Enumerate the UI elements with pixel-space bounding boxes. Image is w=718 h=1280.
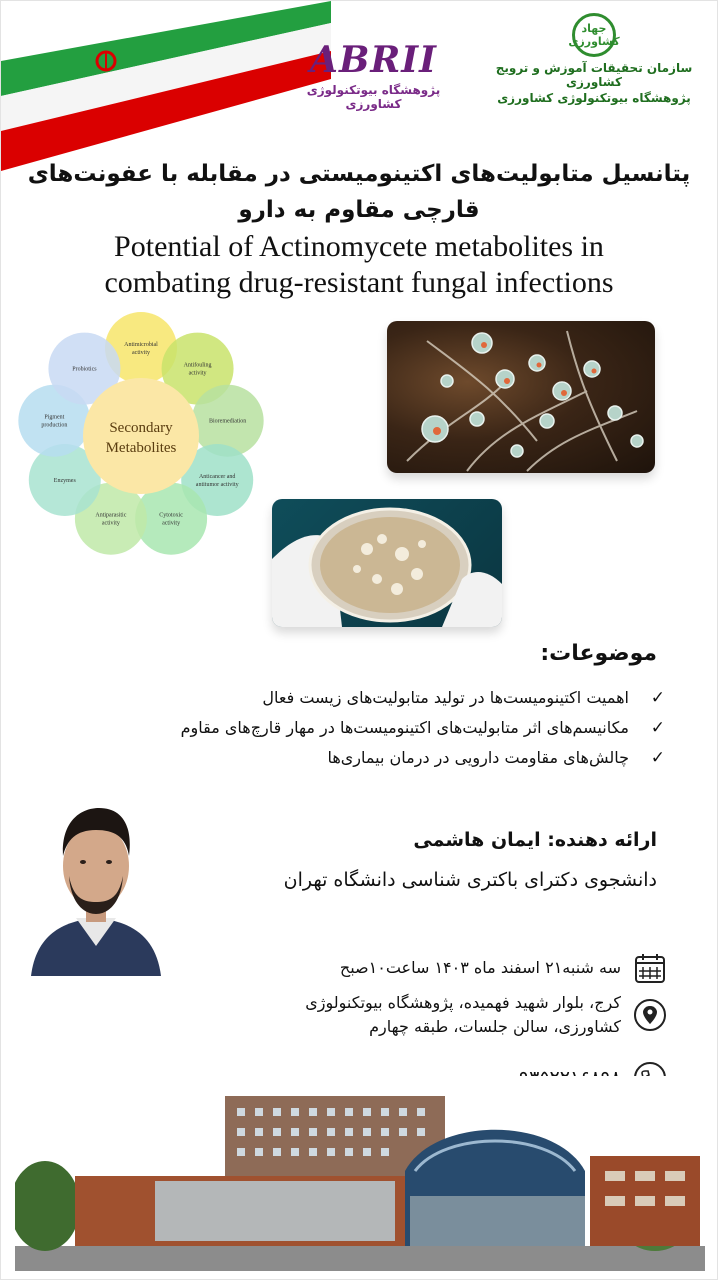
topic-text: اهمیت اکتینومیست‌ها در تولید متابولیت‌های زیست فعال: [262, 688, 629, 707]
petal-label: Antifouling: [183, 362, 212, 369]
event-location-row: [305, 991, 667, 1039]
presenter-photo: [31, 796, 161, 976]
metabolite-center: [83, 378, 199, 494]
topic-text: مکانیسم‌های اثر متابولیت‌های اکتینومیست‌ها در مهار قارچ‌های مقاوم: [180, 718, 629, 737]
abrii-wordmark: ABRII: [310, 39, 437, 81]
institute-building-photo: [15, 1076, 705, 1271]
title-persian: پتانسیل متابولیت‌های اکتینومیستی در مقابله با عفونت‌های قارچی مقاوم به دارو: [27, 161, 691, 223]
checkmark-icon: ✓: [650, 748, 665, 768]
title-english-line1: Potential of Actinomycete metabolites in: [114, 230, 604, 263]
petal-label: production: [41, 422, 68, 429]
presenter-description: دانشجوی دکترای باکتری شناسی دانشگاه تهران: [283, 869, 657, 891]
petal-label: Enzymes: [53, 478, 76, 484]
petal-label: Pigment: [44, 414, 65, 421]
petal-label: Bioremediation: [208, 418, 247, 425]
fungi-microscope-photo: [387, 321, 655, 473]
calendar-icon: [633, 951, 667, 985]
petal-label: activity: [132, 350, 150, 356]
petal-label: Antiparasitic: [95, 512, 127, 519]
topic-item: [65, 743, 665, 773]
title-english: [21, 229, 697, 301]
petal-label: activity: [101, 520, 120, 527]
checkmark-icon: ✓: [650, 688, 665, 708]
title-english-line2: combating drug-resistant fungal infections: [104, 266, 614, 299]
petal-label: Anticancer and: [198, 474, 236, 480]
topics-list: [65, 683, 665, 773]
jahad-logo: [489, 13, 699, 105]
petal-label: activity: [162, 520, 181, 527]
petal-label: Antimicrobial: [124, 342, 158, 348]
location-line1: کرج، بلوار شهید فهمیده، پژوهشگاه بیوتکنولوژی: [305, 993, 621, 1012]
topic-item: [65, 683, 665, 713]
event-date-text: سه شنبه۲۱ اسفند ماه ۱۴۰۳ ساعت۱۰صبح: [339, 958, 621, 977]
jahad-org-name: سازمان تحقیقات آموزش و ترویج کشاورزی: [495, 61, 693, 89]
petal-label: activity: [188, 370, 207, 377]
jahad-emblem: جهاد کشاورزی: [572, 13, 616, 57]
petal-label: Cytotoxic: [159, 512, 183, 519]
event-date-row: [340, 951, 667, 985]
location-pin-icon: [633, 998, 667, 1032]
diagram-center-label: Secondary: [109, 420, 173, 436]
topic-item: [65, 713, 665, 743]
petri-dish-photo: [272, 499, 502, 627]
abrii-logo: [291, 39, 456, 111]
presenter-name: ارائه دهنده: ایمان هاشمی: [413, 829, 657, 851]
abrii-subtitle: پژوهشگاه بیوتکنولوژی کشاورزی: [306, 83, 441, 111]
diagram-center-label: Metabolites: [105, 440, 177, 456]
event-location-text: [305, 991, 621, 1039]
topic-text: چالش‌های مقاومت دارویی در درمان بیماری‌ها: [327, 748, 629, 767]
jahad-institute-name: پژوهشگاه بیوتکنولوژی کشاورزی: [497, 91, 691, 105]
secondary-metabolites-diagram: [9, 306, 279, 566]
petal-label: Probiotics: [72, 366, 97, 373]
petal-label: antitumor activity: [195, 482, 239, 488]
location-line2: کشاورزی، سالن جلسات، طبقه چهارم: [369, 1017, 621, 1036]
topics-heading: موضوعات:: [540, 641, 657, 666]
checkmark-icon: ✓: [650, 718, 665, 738]
